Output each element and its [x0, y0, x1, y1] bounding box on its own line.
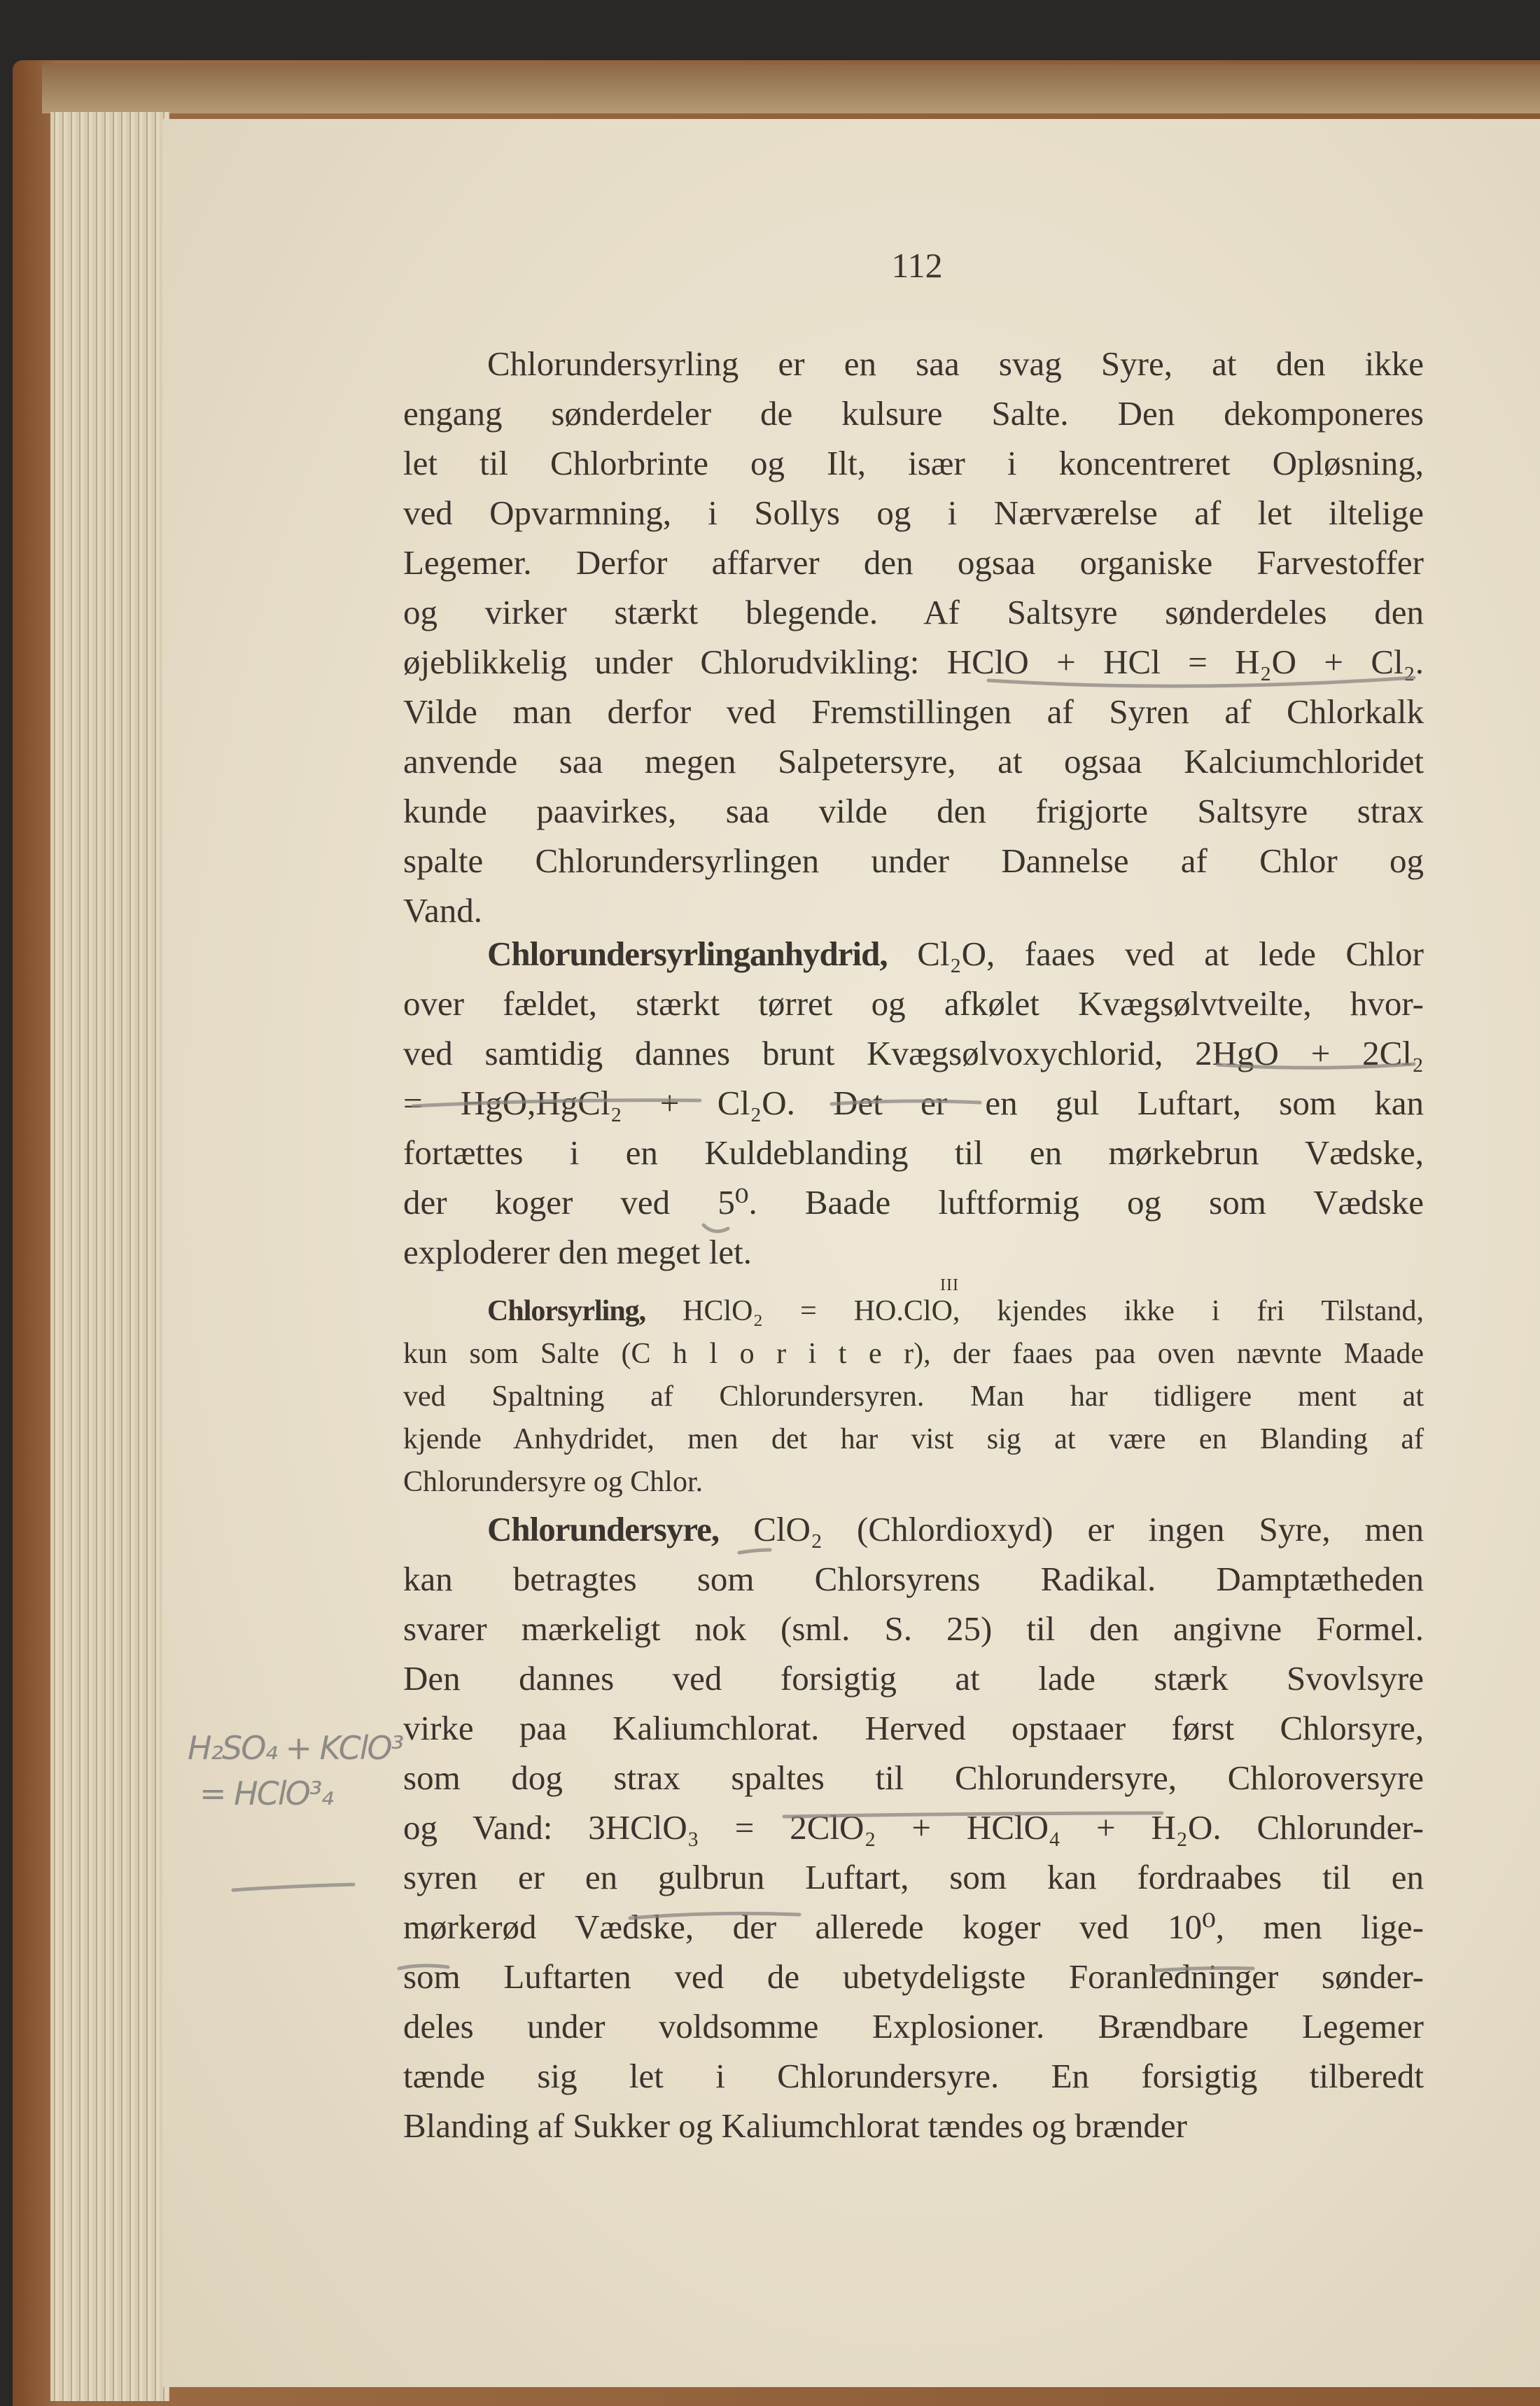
text-line: Legemer. Derfor affarver den ogsaa organiske Farvestoffer — [403, 543, 1424, 582]
paragraph-chlorundersyre — [403, 1504, 1424, 2150]
text-line: tænde sig let i Chlorundersyre. En forsigtig tilberedt — [403, 2057, 1424, 2095]
text-line: kan betragtes som Chlorsyrens Radikal. Damptætheden — [403, 1560, 1424, 1598]
paragraph-chlorundersyrling — [403, 339, 1424, 935]
margin-note-line-2: = HClO³₄ — [200, 1775, 332, 1812]
text-line-content: Cl₂O, faaes ved at lede Chlor — [887, 935, 1424, 973]
text-line: ved samtidig dannes brunt Kvægsølvoxychlorid, 2HgO + 2Cl₂ — [403, 1034, 1424, 1072]
text-line: der koger ved 5⁰. Baade luftformig og som Vædske — [403, 1183, 1424, 1222]
text-line: virke paa Kaliumchlorat. Herved opstaaer først Chlorsyre, — [403, 1709, 1424, 1747]
text-line: kun som Salte (C h l o r i t e r), der faaes paa oven nævnte Maade — [403, 1338, 1424, 1370]
text-line: Den dannes ved forsigtig at lade stærk Svovlsyre — [403, 1659, 1424, 1698]
text-line-content: Chlorundersyrling er en saa svag Syre, at den ikke — [487, 344, 1424, 383]
text-line: Vand. — [403, 891, 482, 930]
text-line: deles under voldsomme Explosioner. Brændbare Legemer — [403, 2007, 1424, 2045]
text-line: og Vand: 3HClO₃ = 2ClO₂ + HClO₄ + H₂O. Chlorunder- — [403, 1808, 1424, 1847]
text-line: let til Chlorbrinte og Ilt, især i koncentreret Opløsning, — [403, 444, 1424, 482]
valence-marker: III — [940, 1276, 959, 1294]
text-line-content: ClO₂ (Chlordioxyd) er ingen Syre, men — [719, 1510, 1424, 1548]
text-line — [403, 929, 1424, 979]
run-in-heading: Chlorundersyre, — [487, 1510, 720, 1548]
text-line: som Luftarten ved de ubetydeligste Foranledninger sønder- — [403, 1957, 1424, 1996]
text-line: = HgO,HgCl₂ + Cl₂O. Det er en gul Luftart, som kan — [403, 1084, 1424, 1122]
page-number: 112 — [891, 246, 943, 285]
page-edges — [50, 112, 169, 2401]
text-line: og virker stærkt blegende. Af Saltsyre sønderdeles den — [403, 593, 1424, 631]
text-line: øjeblikkelig under Chlorudvikling: HClO + HCl = H₂O + Cl₂. — [403, 643, 1424, 681]
text-line: kunde paavirkes, saa vilde den frigjorte Saltsyre strax — [403, 792, 1424, 830]
text-line: kjende Anhydridet, men det har vist sig at være en Blanding af — [403, 1423, 1424, 1455]
paragraph-chlorsyrling — [403, 1290, 1424, 1504]
run-in-heading: Chlorundersyrlinganhydrid, — [487, 935, 888, 973]
text-line: engang sønderdeler de kulsure Salte. Den dekomponeres — [403, 394, 1424, 433]
text-line: fortættes i en Kuldeblanding til en mørkebrun Vædske, — [403, 1133, 1424, 1172]
text-line-content: HClO₂ = HO.ClO, kjendes ikke i fri Tilstand, — [645, 1295, 1424, 1327]
text-line: Vilde man derfor ved Fremstillingen af Syren af Chlorkalk — [403, 692, 1424, 731]
text-line: svarer mærkeligt nok (sml. S. 25) til den angivne Formel. — [403, 1609, 1424, 1648]
text-line: spalte Chlorundersyrlingen under Dannelse af Chlor og — [403, 841, 1424, 880]
text-line: Blanding af Sukker og Kaliumchlorat tændes og brænder — [403, 2106, 1187, 2145]
margin-note-line-1: H₂SO₄ + KClO³ — [188, 1729, 403, 1767]
text-line — [403, 1290, 1424, 1333]
text-line: syren er en gulbrun Luftart, som kan fordraabes til en — [403, 1858, 1424, 1896]
book-cover-top-edge — [42, 64, 1540, 113]
text-line — [403, 1504, 1424, 1554]
text-line: ved Spaltning af Chlorundersyren. Man har tidligere ment at — [403, 1380, 1424, 1413]
text-line — [403, 339, 1424, 389]
text-line: ved Opvarmning, i Sollys og i Nærværelse af let iltelige — [403, 494, 1424, 532]
text-line: Chlorundersyre og Chlor. — [403, 1466, 704, 1498]
paragraph-chlorundersyrlinganhydrid — [403, 929, 1424, 1277]
text-line: anvende saa megen Salpetersyre, at ogsaa Kalciumchloridet — [403, 742, 1424, 781]
run-in-heading: Chlorsyrling, — [487, 1295, 646, 1327]
text-line: mørkerød Vædske, der allerede koger ved 10⁰, men lige- — [403, 1908, 1424, 1946]
text-line: exploderer den meget let. — [403, 1233, 752, 1271]
text-line: som dog strax spaltes til Chlorundersyre, Chloroversyre — [403, 1758, 1424, 1797]
text-line: over fældet, stærkt tørret og afkølet Kvægsølvtveilte, hvor- — [403, 984, 1424, 1023]
